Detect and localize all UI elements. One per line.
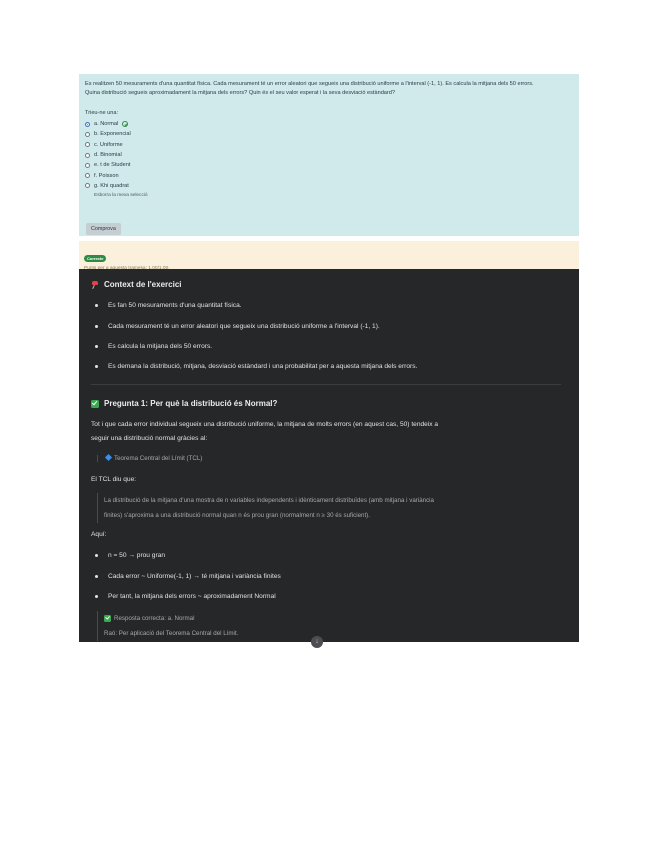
q1-paragraph-1: Tot i que cada error individual segueix una distribució uniforme, la mitjana de molts errors (en aquest cas, 50) tendeix a: [91, 421, 439, 428]
bullet-icon: [95, 595, 98, 598]
blue-diamond-icon: [105, 454, 112, 461]
context-item-text: Es calcula la mitjana dels 50 errors.: [108, 343, 213, 350]
option-d-letter: d.: [94, 152, 99, 159]
answer-quote: [97, 611, 238, 641]
answer-prompt: Trieu-ne una:: [85, 110, 119, 116]
radio-option-e[interactable]: [85, 163, 90, 168]
tcl-quote-line-2: finites) s'aproxima a una distribució normal quan n és prou gran (normalment n ≥ 30 és suficient).: [104, 512, 370, 519]
option-c-label: Uniforme: [99, 141, 123, 148]
q1-title: Pregunta 1: Per què la distribució és Normal?: [104, 399, 278, 408]
q1-paragraph-2: seguir una distribució normal gràcies al:: [91, 435, 208, 442]
tcl-quote-line-1: La distribució de la mitjana d'una mostra de n variables independents i idènticament distribuïdes (amb mitjana i variància: [104, 497, 434, 504]
option-a[interactable]: [85, 119, 573, 129]
here-item: [95, 573, 281, 580]
option-f-label: Poisson: [98, 172, 119, 179]
question-text-1: Es realitzen 50 mesuraments d'una quantitat física. Cada mesurament té un error aleatori que segueix una distribució uniforme a l'interval (-1, 1). Es calcula la mitjana dels 50 errors.: [85, 81, 534, 87]
option-d-label: Binomial: [100, 152, 122, 159]
bullet-icon: [95, 345, 98, 348]
question-text-2: Quina distribució segueix aproximadament la mitjana dels errors? Quin és el seu valor esperat i la seva desviació estàndard?: [85, 90, 395, 96]
context-item-text: Cada mesurament té un error aleatori que segueix una distribució uniforme a l'interval (-1, 1).: [108, 323, 380, 330]
bullet-icon: [95, 554, 98, 557]
option-e-label: t de Student: [100, 162, 131, 169]
question-card: [79, 74, 579, 236]
check-mark-icon: [104, 615, 111, 622]
context-item: [95, 302, 242, 309]
radio-option-b[interactable]: [85, 132, 90, 137]
option-g-letter: g.: [94, 182, 99, 189]
q1-heading: [91, 399, 277, 408]
check-button[interactable]: Comprova: [86, 223, 121, 235]
answer-quote-line-1: Resposta correcta: a. Normal: [114, 615, 195, 622]
option-b-label: Exponencial: [100, 131, 131, 138]
context-item: [95, 323, 380, 330]
context-heading: [91, 280, 182, 289]
explanation-panel: [79, 269, 579, 642]
scroll-down-button[interactable]: ↓: [311, 636, 323, 648]
radio-option-c[interactable]: [85, 142, 90, 147]
option-g-label: Khi quadrat: [100, 182, 129, 189]
here-item-text: Per tant, la mitjana dels errors ~ aproximadament Normal: [108, 593, 276, 600]
correct-check-icon: [122, 121, 128, 127]
context-item-text: Es fan 50 mesuraments d'una quantitat física.: [108, 302, 242, 309]
tcl-quote: [97, 493, 434, 523]
context-item-text: Es demana la distribució, mitjana, desviació estàndard i una probabilitat per a aquesta mitjana dels errors.: [108, 363, 418, 370]
tcl-says: El TCL diu que:: [91, 476, 137, 483]
option-a-label: Normal: [100, 121, 119, 128]
here-item-text: Cada error ~ Uniforme(-1, 1) → té mitjana i variància finites: [108, 573, 281, 580]
here-item-text: n = 50 → prou gran: [108, 552, 165, 559]
bullet-icon: [95, 365, 98, 368]
option-f-letter: f.: [94, 172, 98, 179]
bullet-icon: [95, 325, 98, 328]
option-a-letter: a.: [94, 121, 99, 128]
check-mark-icon: [91, 400, 99, 408]
pushpin-icon: [91, 281, 99, 289]
context-title: Context de l'exercici: [104, 280, 182, 289]
divider: [91, 384, 561, 385]
context-item: [95, 343, 212, 350]
bullet-icon: [95, 304, 98, 307]
correct-badge: Correcte: [84, 255, 106, 262]
radio-option-g[interactable]: [85, 183, 90, 188]
option-e[interactable]: [85, 160, 573, 170]
answer-quote-line-2: Raó: Per aplicació del Teorema Central del Límit.: [104, 630, 239, 637]
here-item: [95, 552, 165, 559]
theorem-quote: [97, 455, 202, 462]
option-g[interactable]: [85, 181, 573, 191]
option-b[interactable]: [85, 129, 573, 139]
radio-option-a[interactable]: [85, 122, 90, 127]
here-label: Aquí:: [91, 531, 107, 538]
option-b-letter: b.: [94, 131, 99, 138]
option-d[interactable]: [85, 150, 573, 160]
context-item: [95, 363, 417, 370]
check-button-wrap: [86, 217, 121, 235]
radio-option-d[interactable]: [85, 153, 90, 158]
options-list: [85, 119, 573, 191]
option-c-letter: c.: [94, 141, 99, 148]
theorem-text: Teorema Central del Límit (TCL): [114, 455, 203, 462]
radio-option-f[interactable]: [85, 173, 90, 178]
bullet-icon: [95, 575, 98, 578]
clear-selection-link[interactable]: Esborra la meva selecció: [94, 193, 148, 199]
option-c[interactable]: [85, 140, 573, 150]
option-f[interactable]: [85, 170, 573, 180]
feedback-box: [79, 241, 579, 269]
option-e-letter: e.: [94, 162, 99, 169]
here-item: [95, 593, 276, 600]
